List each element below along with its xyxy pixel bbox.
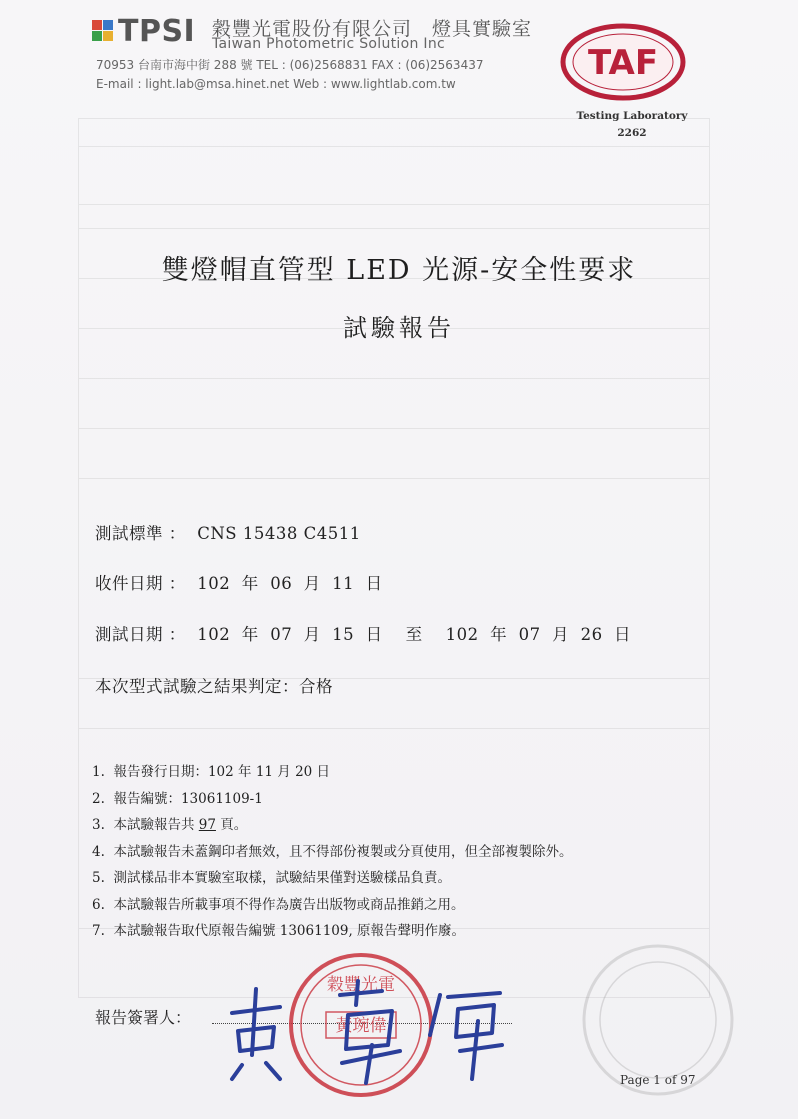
seal-top-text: 穀豐光電 [327,975,395,995]
note-advertising: 6. 本試驗報告所載事項不得作為廣告出版物或商品推銷之用。 [92,896,465,913]
note-page-count-suffix: 頁。 [215,817,248,833]
test-standard: 測試標準 ： CNS 15438 C4511 [95,524,361,543]
note-report-number: 2. 報告編號：13061109-1 [92,790,263,807]
report-notes-list [92,760,572,946]
logo-text: TPSI [118,14,196,49]
page-number: Page 1 of 97 [620,1073,696,1087]
note-replacement: 7. 本試驗報告取代原報告編號 13061109, 原報告聲明作廢。 [92,923,466,939]
test-verdict: 本次型式試驗之結果判定：合格 [95,677,333,696]
handwritten-signature-icon [222,975,512,1085]
accreditation-caption [570,108,694,142]
seal-center-text: 黃琬偉 [335,1016,387,1036]
note-page-count-value: 97 [198,817,216,833]
report-title: 雙燈帽直管型 LED 光源-安全性要求 [161,255,637,286]
accreditation-number: 2262 [617,127,647,139]
logo-squares-icon [92,20,114,44]
note-page-count-prefix: 3. 本試驗報告共 [92,817,199,833]
taf-logo-icon [560,22,686,102]
testing-laboratory-label: Testing Laboratory [576,110,688,122]
company-contact: E-mail : light.lab@msa.hinet.net Web : www.lightlab.com.tw [96,77,456,91]
company-logo [92,14,195,49]
note-sampling: 5. 測試樣品非本實驗室取樣，試驗結果僅對送驗樣品負責。 [92,870,451,886]
taf-logo-text: TAF [587,43,659,83]
signer-label: 報告簽署人： [95,1008,192,1027]
note-issue-date: 1. 報告發行日期：102 年 11 月 20 日 [92,764,331,780]
report-subtitle: 試驗報告 [343,314,455,342]
company-name-english: Taiwan Photometric Solution Inc [212,36,446,52]
received-date: 收件日期 ： 102 年 06 月 11 日 [95,574,383,593]
note-page-count [92,813,572,840]
note-validity: 4. 本試驗報告未蓋鋼印者無效，且不得部份複製或分頁使用，但全部複製除外。 [92,843,573,860]
company-name-chinese: 穀豐光電股份有限公司 燈具實驗室 [212,18,533,40]
company-address: 70953 台南市海中街 288 號 TEL : (06)2568831 FAX : (06)2563437 [96,58,484,72]
test-date-range: 測試日期 ： 102 年 07 月 15 日 至 102 年 07 月 26 日 [95,625,632,644]
